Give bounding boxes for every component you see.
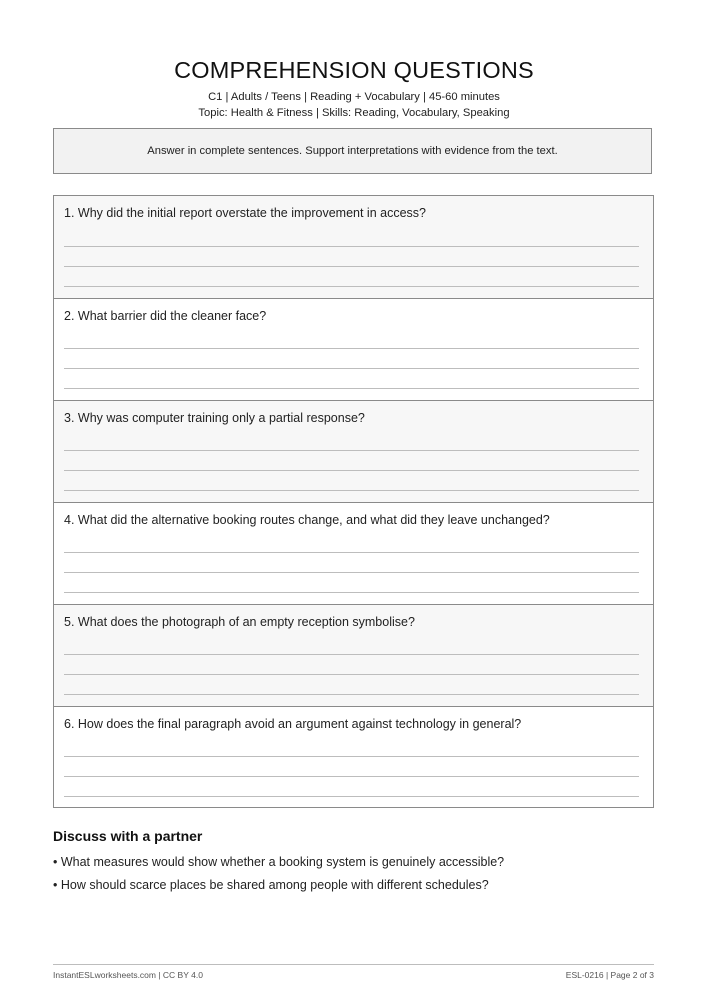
question-block bbox=[54, 298, 653, 400]
question-block bbox=[54, 502, 653, 604]
level-meta: C1 | Adults / Teens | Reading + Vocabulary | 45-60 minutes bbox=[208, 91, 500, 103]
question-text: 6. How does the final paragraph avoid an argument against technology in general? bbox=[64, 717, 522, 731]
question-block bbox=[54, 604, 653, 706]
answer-line[interactable] bbox=[64, 694, 639, 695]
footer-source: InstantESLworksheets.com | CC BY 4.0 bbox=[53, 970, 203, 980]
answer-line[interactable] bbox=[64, 756, 639, 757]
answer-line[interactable] bbox=[64, 654, 639, 655]
footer-divider bbox=[53, 964, 654, 965]
answer-line[interactable] bbox=[64, 388, 639, 389]
page-title: COMPREHENSION QUESTIONS bbox=[174, 57, 534, 83]
answer-line[interactable] bbox=[64, 796, 639, 797]
question-block bbox=[54, 196, 653, 298]
answer-line[interactable] bbox=[64, 572, 639, 573]
question-text: 1. Why did the initial report overstate the improvement in access? bbox=[64, 206, 426, 220]
discussion-item: • What measures would show whether a booking system is genuinely accessible? bbox=[53, 855, 505, 869]
answer-line[interactable] bbox=[64, 368, 639, 369]
answer-line[interactable] bbox=[64, 776, 639, 777]
answer-line[interactable] bbox=[64, 286, 639, 287]
question-text: 3. Why was computer training only a partial response? bbox=[64, 411, 365, 425]
instructions-box bbox=[53, 128, 652, 174]
answer-line[interactable] bbox=[64, 470, 639, 471]
instructions-text: Answer in complete sentences. Support interpretations with evidence from the text. bbox=[147, 145, 558, 157]
answer-line[interactable] bbox=[64, 246, 639, 247]
answer-line[interactable] bbox=[64, 266, 639, 267]
discussion-heading: Discuss with a partner bbox=[53, 828, 203, 844]
answer-line[interactable] bbox=[64, 592, 639, 593]
footer-page-number: ESL-0216 | Page 2 of 3 bbox=[565, 970, 654, 980]
discussion-item: • How should scarce places be shared among people with different schedules? bbox=[53, 878, 489, 892]
topic-skills: Topic: Health & Fitness | Skills: Reading, Vocabulary, Speaking bbox=[198, 107, 510, 119]
answer-line[interactable] bbox=[64, 490, 639, 491]
answer-line[interactable] bbox=[64, 552, 639, 553]
question-text: 2. What barrier did the cleaner face? bbox=[64, 309, 267, 323]
answer-line[interactable] bbox=[64, 450, 639, 451]
question-block bbox=[54, 706, 653, 808]
question-text: 4. What did the alternative booking routes change, and what did they leave unchanged? bbox=[64, 513, 550, 527]
question-block bbox=[54, 400, 653, 502]
questions-table bbox=[53, 195, 654, 808]
answer-line[interactable] bbox=[64, 348, 639, 349]
question-text: 5. What does the photograph of an empty reception symbolise? bbox=[64, 615, 415, 629]
answer-line[interactable] bbox=[64, 674, 639, 675]
